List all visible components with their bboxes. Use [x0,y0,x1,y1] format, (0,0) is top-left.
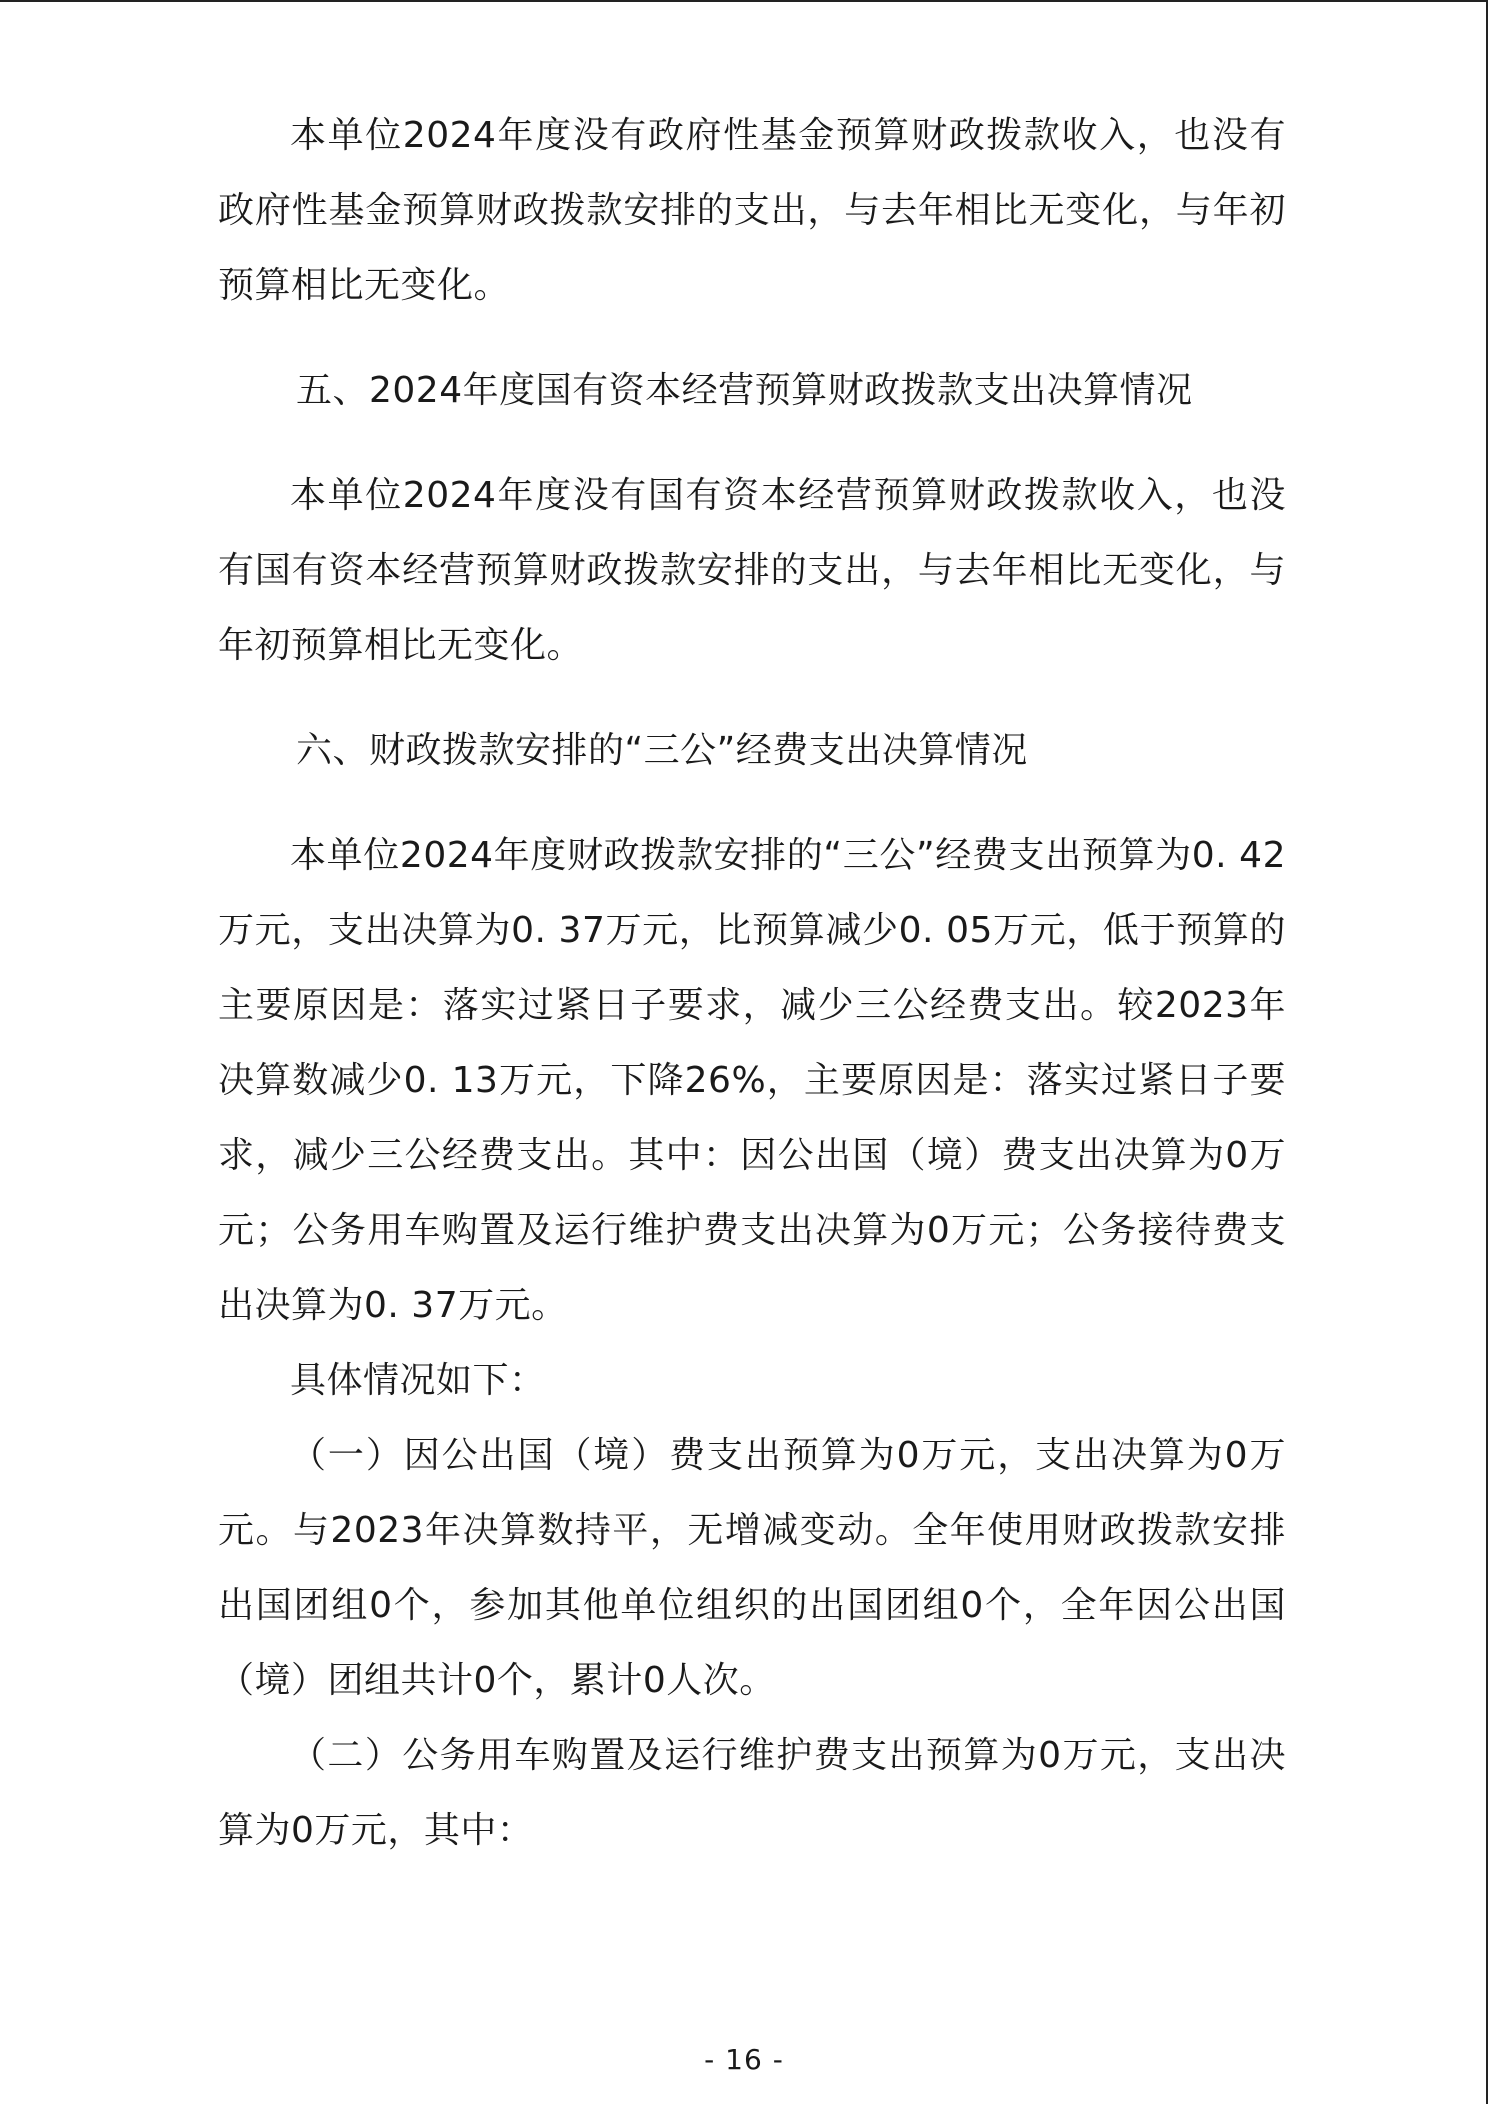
paragraph-government-fund: 本单位2024年度没有政府性基金预算财政拨款收入，也没有政府性基金预算财政拨款安排的支出，与去年相比无变化，与年初预算相比无变化。 [218,115,1286,306]
document-body [218,98,1286,1868]
paragraph-state-capital: 本单位2024年度没有国有资本经营预算财政拨款收入，也没有国有资本经营预算财政拨款安排的支出，与去年相比无变化，与年初预算相比无变化。 [218,475,1286,666]
page-border-top [0,0,1488,2]
page-number: - 16 - [704,2043,784,2076]
paragraph-overseas-expenses: （一）因公出国（境）费支出预算为0万元，支出决算为0万元。与2023年决算数持平，无增减变动。全年使用财政拨款安排出国团组0个，参加其他单位组织的出国团组0个，全年因公出国（境）团组共计0个，累计0人次。 [218,1435,1286,1701]
paragraph-vehicle-expenses: （二）公务用车购置及运行维护费支出预算为0万元，支出决算为0万元，其中： [218,1735,1286,1851]
paragraph-details-intro: 具体情况如下： [290,1360,546,1401]
paragraph-three-public-expenses: 本单位2024年度财政拨款安排的“三公”经费支出预算为0. 42万元，支出决算为0. 37万元，比预算减少0. 05万元，低于预算的主要原因是：落实过紧日子要求，减少三公经费支出。较2023年决算数减少0. 13万元，下降26%，主要原因是：落实过紧日子要求，减少三公经费支出。其中：因公出国（境）费支出决算为0万元；公务用车购置及运行维护费支出决算为0万元；公务接待费支出决算为0. 37万元。 [218,835,1286,1326]
section-heading-6: 六、财政拨款安排的“三公”经费支出决算情况 [296,730,1028,771]
section-heading-5: 五、2024年度国有资本经营预算财政拨款支出决算情况 [296,370,1193,411]
